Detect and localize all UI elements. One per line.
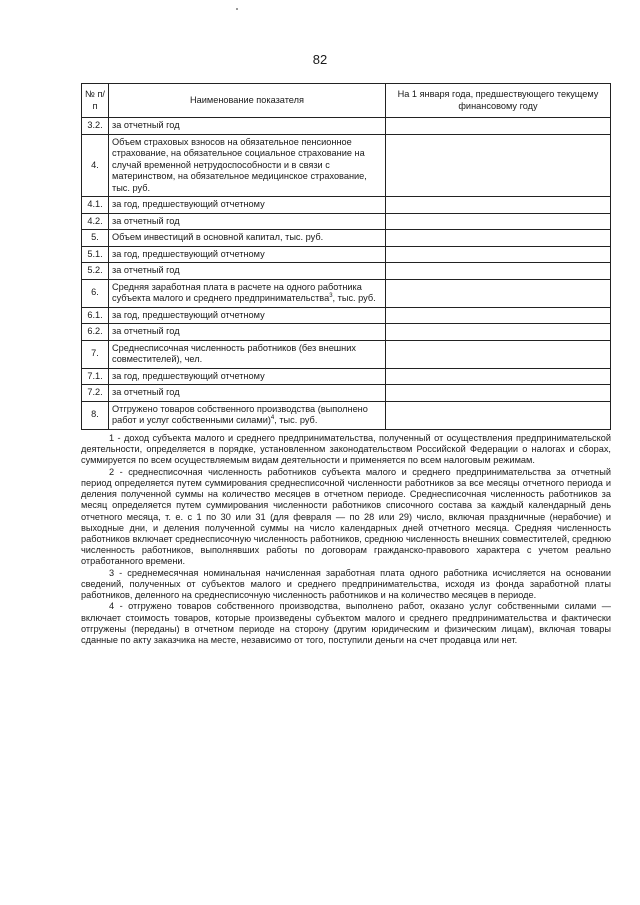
table-row bbox=[82, 118, 611, 135]
row-name-text: за отчетный год bbox=[112, 265, 180, 275]
row-value bbox=[386, 134, 611, 197]
row-name bbox=[109, 263, 386, 280]
row-name bbox=[109, 213, 386, 230]
row-name-text: Объем страховых взносов на обязательное пенсионное страхование, на обязательное социальное страхование на случай временной нетрудоспособности и в связи с материнством, на обязательное медицинское страхование, тыс. руб. bbox=[112, 136, 367, 193]
row-name-text: за отчетный год bbox=[112, 326, 180, 336]
row-num: 8. bbox=[82, 401, 109, 429]
row-name bbox=[109, 368, 386, 385]
row-num: 6.1. bbox=[82, 307, 109, 324]
row-value bbox=[386, 385, 611, 402]
row-name bbox=[109, 385, 386, 402]
row-name bbox=[109, 197, 386, 214]
row-num: 4.2. bbox=[82, 213, 109, 230]
row-value bbox=[386, 307, 611, 324]
row-num: 6.2. bbox=[82, 324, 109, 341]
scan-speck bbox=[236, 8, 238, 10]
row-name-text: за год, предшествующий отчетному bbox=[112, 199, 265, 209]
header-name: Наименование показателя bbox=[109, 84, 386, 118]
row-num: 6. bbox=[82, 279, 109, 307]
footnote-1: 1 - доход субъекта малого и среднего предпринимательства, полученный от осуществления предпринимательской деятельности, определяется в порядке, установленном законодательством Российской Федерации о налогах и сборах, суммируется по всем осуществляемым видам деятельности и применяется по всем налоговым режимам. bbox=[81, 433, 611, 466]
row-name bbox=[109, 118, 386, 135]
row-name bbox=[109, 134, 386, 197]
row-name-text: за год, предшествующий отчетному bbox=[112, 309, 265, 320]
row-name-text: за отчетный год bbox=[112, 215, 180, 226]
table-row bbox=[82, 385, 611, 402]
table-row bbox=[82, 213, 611, 230]
row-name bbox=[109, 401, 386, 429]
row-value bbox=[386, 324, 611, 341]
row-num: 5.2. bbox=[82, 263, 109, 280]
row-value bbox=[386, 213, 611, 230]
header-num: № п/п bbox=[82, 84, 109, 118]
table-row bbox=[82, 263, 611, 280]
table-row bbox=[82, 134, 611, 197]
row-name-text: за отчетный год bbox=[112, 120, 180, 130]
page-number: 82 bbox=[312, 52, 328, 67]
row-name bbox=[109, 246, 386, 263]
row-value bbox=[386, 263, 611, 280]
row-value bbox=[386, 246, 611, 263]
row-num: 5. bbox=[82, 230, 109, 247]
row-value bbox=[386, 401, 611, 429]
row-name-text: за год, предшествующий отчетному bbox=[112, 248, 265, 259]
footnote-3: 3 - среднемесячная номинальная начисленная заработная плата одного работника исчисляется на основании сведений, полученных от субъектов малого и среднего предпринимательства, исходя из фонда заработной платы работников, деленного на среднесписочную численность работников и на количество месяцев в периоде. bbox=[81, 567, 611, 601]
row-num: 7.2. bbox=[82, 385, 109, 402]
row-value bbox=[386, 368, 611, 385]
row-name bbox=[109, 230, 386, 247]
header-value: На 1 января года, предшествующего текущему финансовому году bbox=[386, 84, 611, 118]
row-name-text: Отгружено товаров собственного производства (выполнено работ и услуг собственными силами) bbox=[112, 403, 368, 425]
footnote-4: 4 - отгружено товаров собственного производства, выполнено работ, оказано услуг собственными силами — включает стоимость товаров, которые произведены субъектом малого и среднего предпринимательства и фактически отгружены (переданы) в отчетном периоде на сторону (другим юридическим и физическим лицам), включая товары сданные по акту заказчика на месте, независимо от того, поступили деньги на счет продавца или нет. bbox=[81, 601, 611, 645]
row-name-text: за год, предшествующий отчетному bbox=[112, 370, 265, 381]
indicators-table bbox=[81, 83, 611, 430]
row-num: 4. bbox=[82, 134, 109, 197]
row-name-unit: , тыс. руб. bbox=[332, 293, 376, 303]
row-name-text: Объем инвестиций в основной капитал, тыс. руб. bbox=[112, 232, 324, 242]
row-value bbox=[386, 118, 611, 135]
row-num: 7. bbox=[82, 340, 109, 368]
table-row bbox=[82, 307, 611, 324]
footnote-ref: 3 bbox=[329, 292, 333, 299]
row-name bbox=[109, 324, 386, 341]
row-value bbox=[386, 230, 611, 247]
row-num: 5.1. bbox=[82, 246, 109, 263]
table-row bbox=[82, 246, 611, 263]
footnotes bbox=[81, 433, 611, 646]
table-row bbox=[82, 279, 611, 307]
row-name bbox=[109, 279, 386, 307]
row-name bbox=[109, 307, 386, 324]
table-row bbox=[82, 230, 611, 247]
row-name-unit: , тыс. руб. bbox=[274, 415, 318, 425]
row-value bbox=[386, 340, 611, 368]
footnote-ref: 4 bbox=[270, 414, 275, 421]
table-row bbox=[82, 340, 611, 368]
footnote-2: 2 - среднесписочная численность работников субъекта малого и среднего предпринимательства за отчетный период определяется путем суммирования среднесписочной численности работников за все месяцы отчетного периода и деления полученной суммы на количество месяцев в отчетном периоде. Среднесписочная численность работников за месяц определяется путем суммирования численности работников списочного состава за каждый календарный день отчетного месяца, т. е. с 1 по 30 или 31 (для февраля — по 28 или 29) число, включая праздничные (нерабочие) и выходные дни, и деления полученной суммы на число календарных дней отчетного месяца. Средняя численность работников включает среднесписочную численность работников, среднюю численность внешних совместителей, среднюю численность работников, выполнявших работы по договорам гражданско-правового характера с учетом реально отработанного времени. bbox=[81, 466, 611, 567]
row-num: 7.1. bbox=[82, 368, 109, 385]
row-num: 3.2. bbox=[82, 118, 109, 135]
table-row bbox=[82, 324, 611, 341]
table-row bbox=[82, 368, 611, 385]
row-num: 4.1. bbox=[82, 197, 109, 214]
row-value bbox=[386, 197, 611, 214]
row-name-text: за отчетный год bbox=[112, 387, 180, 397]
row-value bbox=[386, 279, 611, 307]
table-header-row bbox=[82, 84, 611, 118]
table-row bbox=[82, 197, 611, 214]
row-name-text: Среднесписочная численность работников (без внешних совместителей), чел. bbox=[112, 342, 356, 364]
table-row bbox=[82, 401, 611, 429]
row-name bbox=[109, 340, 386, 368]
row-name-text: Средняя заработная плата в расчете на одного работника субъекта малого и среднего предпринимательства bbox=[112, 281, 362, 303]
